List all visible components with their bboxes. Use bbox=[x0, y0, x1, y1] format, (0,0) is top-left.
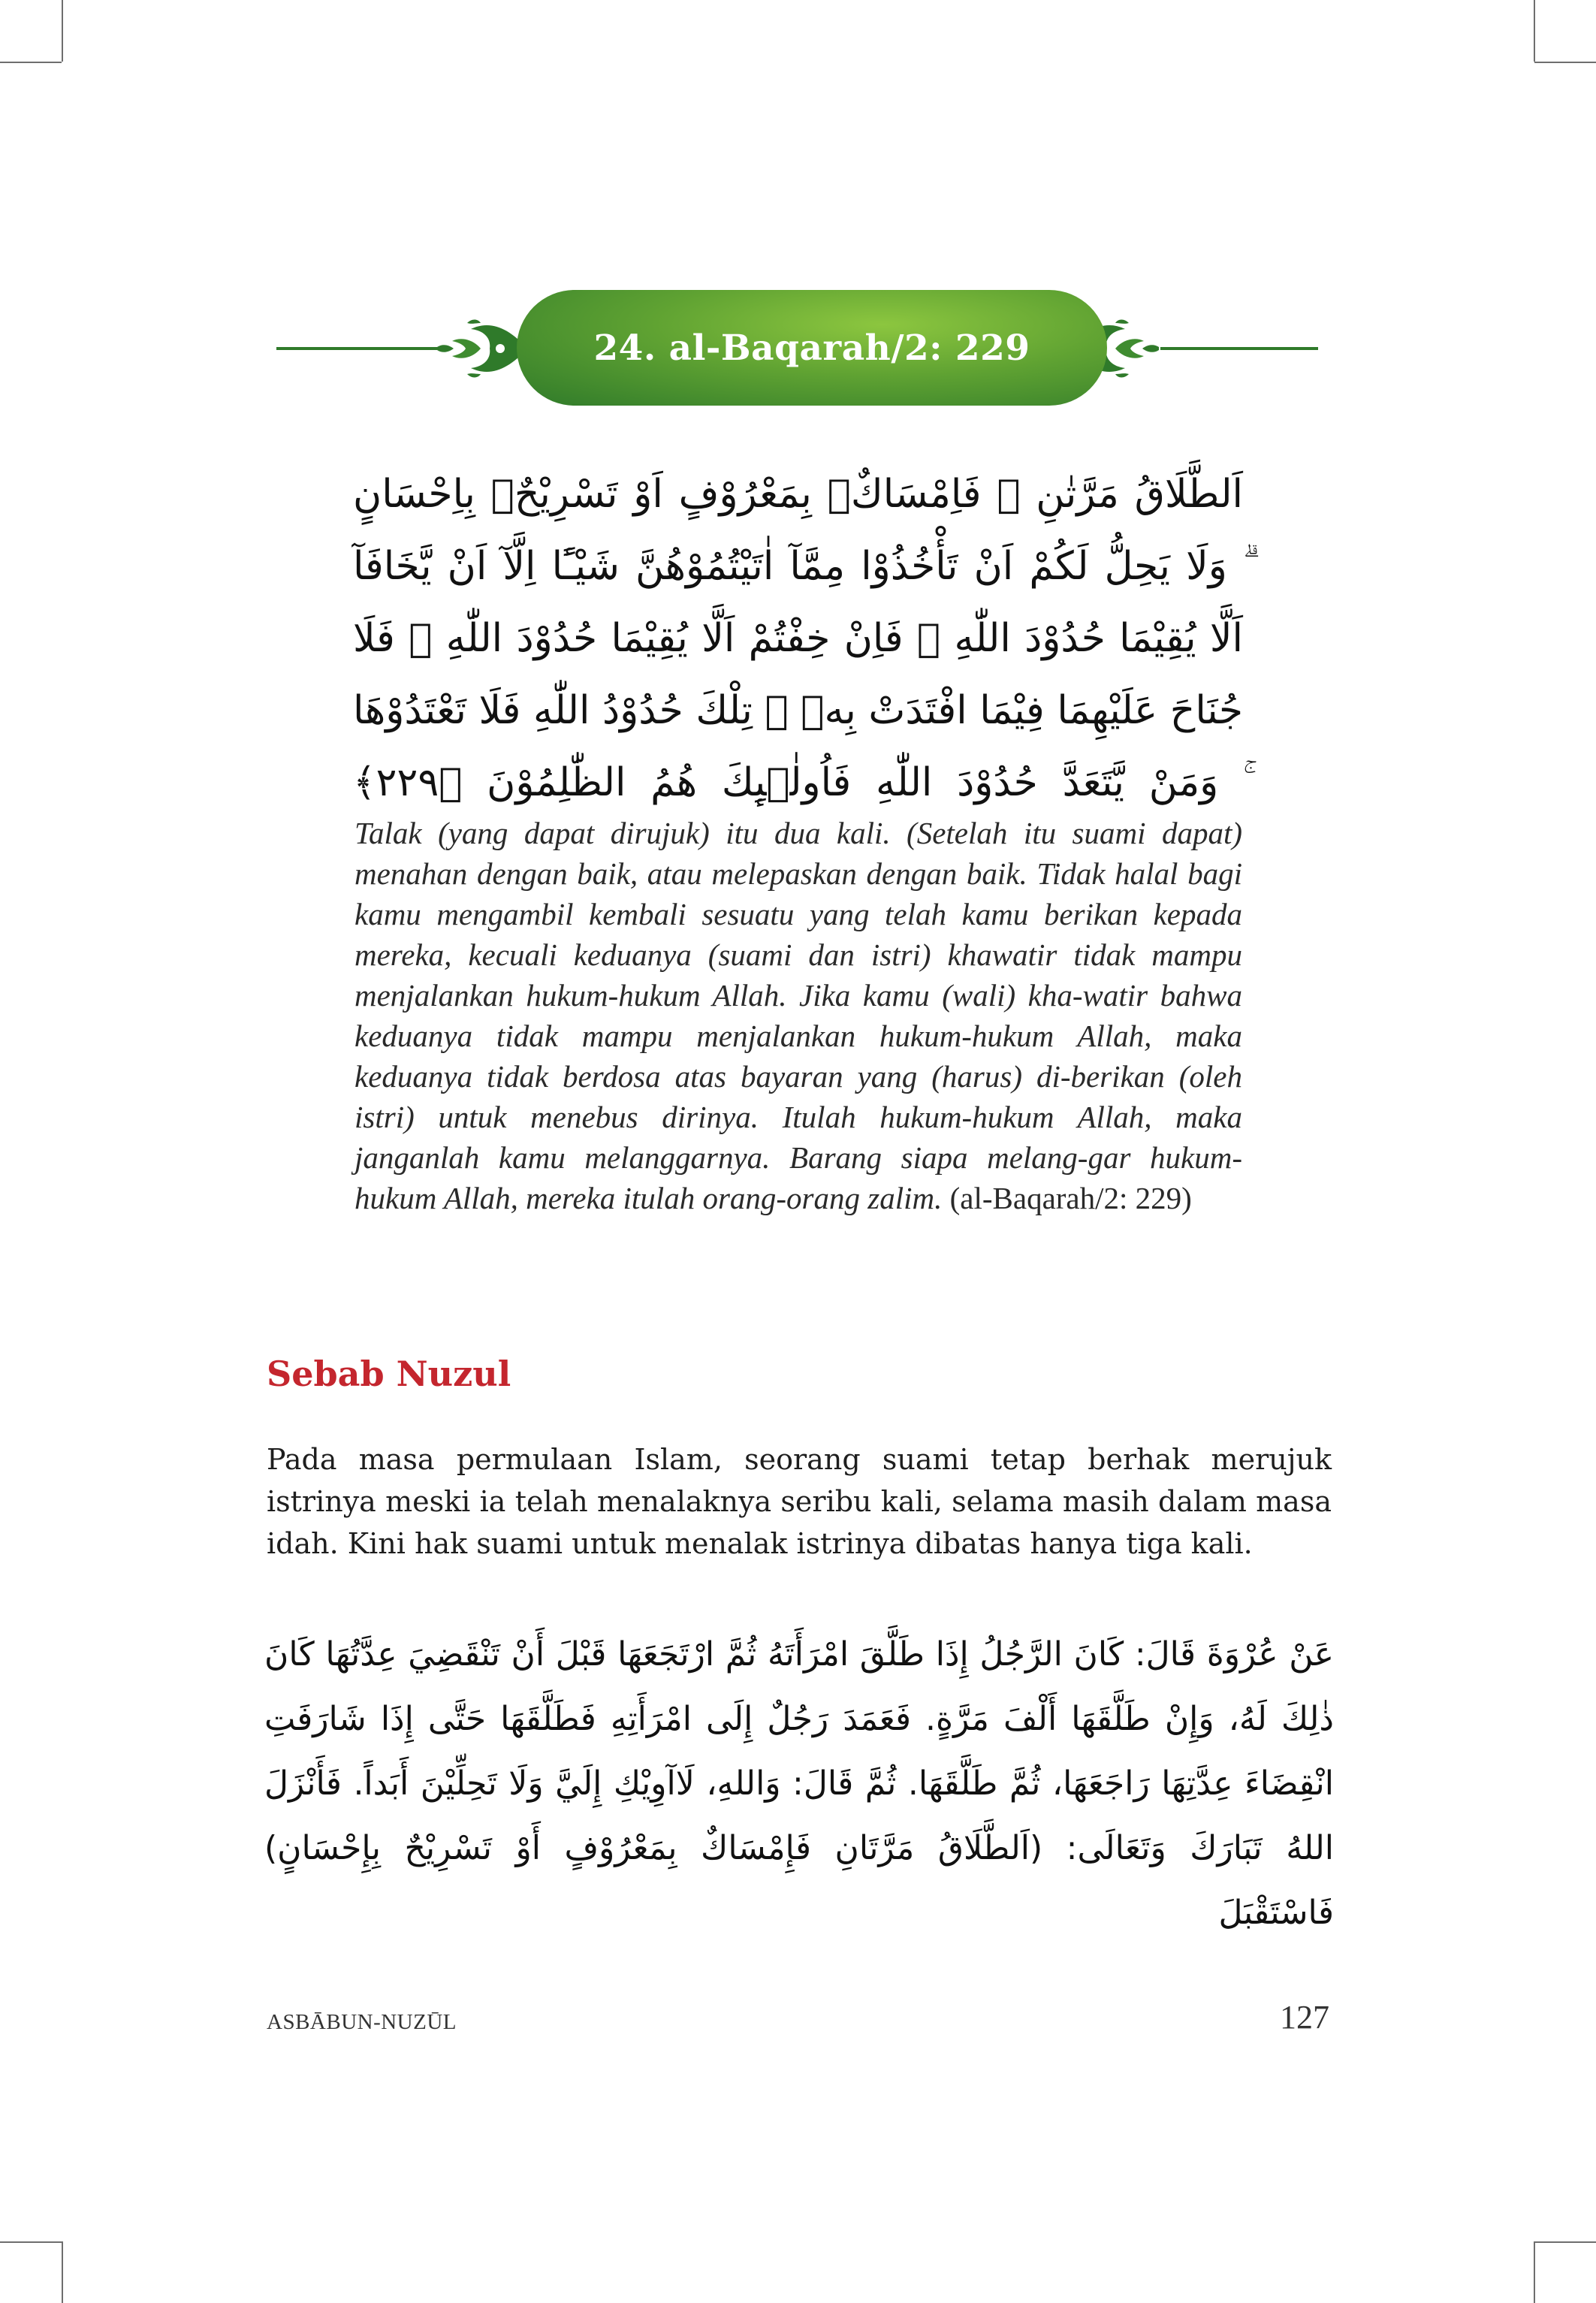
crop-mark bbox=[62, 2241, 63, 2303]
crop-mark bbox=[0, 2241, 62, 2243]
header-rule-left bbox=[276, 347, 438, 350]
crop-mark bbox=[1534, 2241, 1596, 2243]
page-number: 127 bbox=[1280, 1999, 1329, 2036]
section-heading: Sebab Nuzul bbox=[267, 1354, 511, 1394]
quran-verse: اَلطَّلَاقُ مَرَّتٰنِ ۖ فَاِمْسَاكٌۢ بِمَعْرُوْفٍ اَوْ تَسْرِيْحٌۢ بِاِحْسَانٍ ۗ وَلَا يَحِلُّ لَكُمْ اَنْ تَأْخُذُوْا مِمَّآ اٰتَيْتُمُوْهُنَّ شَيْـًٔا اِلَّآ اَنْ يَّخَافَآ اَلَّا يُقِيْمَا حُدُوْدَ اللّٰهِ ۗ فَاِنْ خِفْتُمْ اَلَّا يُقِيْمَا حُدُوْدَ اللّٰهِ ۙ فَلَا جُنَاحَ عَلَيْهِمَا فِيْمَا افْتَدَتْ بِهٖ ۗ تِلْكَ حُدُوْدُ اللّٰهِ فَلَا تَعْتَدُوْهَا ۚ وَمَنْ يَّتَعَدَّ حُدُوْدَ اللّٰهِ فَاُولٰۤىِٕكَ هُمُ الظّٰلِمُوْنَ ﴿٢٢٩﴾ bbox=[353, 472, 1243, 805]
translation-reference: (al-Baqarah/2: 229) bbox=[949, 1181, 1192, 1215]
hadith-text: عَنْ عُرْوَةَ قَالَ: كَانَ الرَّجُلُ إِذَا طَلَّقَ امْرَأَتَهُ ثُمَّ ارْتَجَعَهَا قَبْلَ أَنْ تَنْقَضِيَ عِدَّتُهَا كَانَ ذٰلِكَ لَهُ، وَإِنْ طَلَّقَهَا أَلْفَ مَرَّةٍ. فَعَمَدَ رَجُلٌ إِلَى امْرَأَتِهِ فَطَلَّقَهَا حَتَّى إِذَا شَارَفَتِ انْقِضَاءَ عِدَّتِهَا رَاجَعَهَا، ثُمَّ طَلَّقَهَا. ثُمَّ قَالَ: وَاللهِ، لَاآوِيْكِ إِلَيَّ وَلَا تَحِلِّيْنَ أَبَداً. فَأَنْزَلَ اللهُ تَبَارَكَ وَتَعَالَى: (اَلطَّلَاقُ مَرَّتَانِ فَإِمْسَاكٌ بِمَعْرُوْفٍ أَوْ تَسْرِيْحٌ بِإِحْسَانٍ) فَاسْتَقْبَلَ bbox=[264, 1635, 1334, 1932]
running-title: ASBĀBUN-NUZŪL bbox=[267, 2010, 457, 2034]
section-banner bbox=[517, 290, 1107, 406]
crop-mark bbox=[1534, 62, 1596, 63]
translation-text: Talak (yang dapat dirujuk) itu dua kali. (Setelah itu suami dapat) menahan dengan baik, atau melepaskan dengan baik. Tidak halal bagi kamu mengambil kembali sesuatu yang telah kamu berikan kepada mereka, kecuali keduanya (suami dan istri) khawatir tidak mampu menjalankan hukum-hukum Allah. Jika kamu (wali) kha-watir bahwa keduanya tidak mampu menjalankan hukum-hukum Allah, maka keduanya tidak berdosa atas bayaran yang (harus) di-berikan (oleh istri) untuk menebus dirinya. Itulah hukum-hukum Allah, maka janganlah kamu melanggarnya. Barang siapa melang-gar hukum-hukum Allah, mereka itulah orang-orang zalim. bbox=[354, 816, 1242, 1215]
crop-mark bbox=[1534, 0, 1535, 62]
banner-title: 24. al-Baqarah/2: 229 bbox=[593, 327, 1030, 369]
crop-mark bbox=[62, 0, 63, 62]
header-rule-right bbox=[1160, 347, 1318, 350]
crop-mark bbox=[0, 62, 62, 63]
floral-ornament-icon bbox=[437, 312, 527, 385]
verse-translation bbox=[354, 813, 1242, 1218]
crop-mark bbox=[1534, 2241, 1535, 2303]
section-paragraph: Pada masa permulaan Islam, seorang suami tetap berhak merujuk istrinya meski ia telah menalaknya seribu kali, selama masih dalam masa idah. Kini hak suami untuk menalak istrinya dibatas hanya tiga kali. bbox=[267, 1443, 1332, 1560]
